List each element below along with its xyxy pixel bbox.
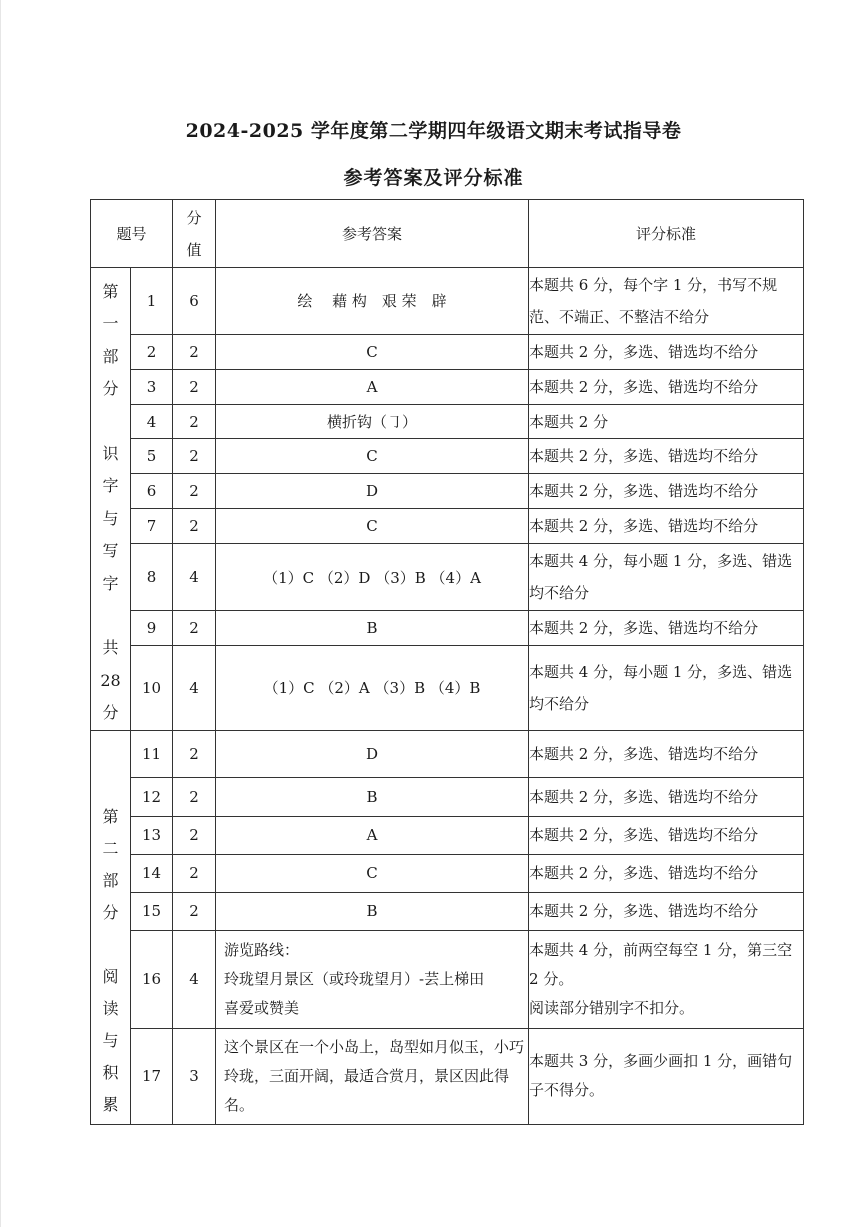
question-answer: B: [216, 777, 529, 816]
question-standard: 本题共 2 分，多选、错选均不给分: [529, 854, 804, 892]
section-char: [91, 600, 130, 632]
question-points: 2: [173, 854, 216, 892]
question-standard: 本题共 2 分，多选、错选均不给分: [529, 611, 804, 646]
section-char: 分: [102, 379, 119, 399]
table-row: [91, 544, 804, 611]
question-number: 12: [131, 777, 173, 816]
table-row: [91, 930, 804, 1028]
question-answer: C: [216, 439, 529, 474]
table-row: [91, 405, 804, 439]
question-number: 11: [131, 730, 173, 777]
section-1-chars: [91, 268, 130, 730]
question-points: 2: [173, 474, 216, 509]
table-row: [91, 646, 804, 731]
section-char: 分: [102, 703, 119, 723]
question-number: 14: [131, 854, 173, 892]
question-points: 2: [173, 405, 216, 439]
question-standard: 本题共 2 分，多选、错选均不给分: [529, 777, 804, 816]
question-points: 2: [173, 777, 216, 816]
question-number: 1: [131, 268, 173, 335]
section-char: 累: [102, 1094, 119, 1114]
table-header-row: [91, 200, 804, 268]
question-answer: 横折钩（㇆）: [216, 405, 529, 439]
table-row: [91, 370, 804, 405]
question-answer: 这个景区在一个小岛上，岛型如月似玉，小巧玲珑，三面开阔，最适合赏月，景区因此得名。: [216, 1028, 529, 1124]
question-answer: A: [216, 370, 529, 405]
section-char: 与: [102, 1030, 119, 1050]
question-answer: B: [216, 892, 529, 930]
header-score-char-1: 分: [186, 208, 202, 227]
table-row: [91, 1028, 804, 1124]
question-standard: 本题共 4 分，每小题 1 分，多选、错选均不给分: [529, 544, 804, 611]
question-answer: D: [216, 730, 529, 777]
section-char: 28: [100, 670, 121, 690]
question-standard: [529, 930, 804, 1028]
section-char: 第: [102, 282, 119, 301]
question-standard: 本题共 2 分，多选、错选均不给分: [529, 892, 804, 930]
question-points: 4: [173, 930, 216, 1028]
question-number: 4: [131, 405, 173, 439]
section-char: 共: [102, 638, 119, 658]
table-row: [91, 268, 804, 335]
header-score-char-2: 值: [186, 240, 202, 259]
document-title: 2024-2025 学年度第二学期四年级语文期末考试指导卷: [185, 120, 682, 142]
question-answer: C: [216, 334, 529, 369]
question-number: 8: [131, 544, 173, 611]
section-2-chars: [91, 731, 130, 1121]
table-row: [91, 334, 804, 369]
section-char: 部: [102, 346, 119, 366]
question-standard: 本题共 4 分，每小题 1 分，多选、错选均不给分: [529, 646, 804, 731]
question-standard: 本题共 2 分，多选、错选均不给分: [529, 730, 804, 777]
question-number: 17: [131, 1028, 173, 1124]
section-char: 积: [102, 1062, 119, 1082]
question-number: 5: [131, 439, 173, 474]
question-answer: C: [216, 509, 529, 544]
question-answer: （1）C （2）A （3）B （4）B: [216, 646, 529, 731]
question-answer: C: [216, 854, 529, 892]
document-subtitle: 参考答案及评分标准: [343, 167, 524, 189]
question-number: 16: [131, 930, 173, 1028]
question-answer: A: [216, 816, 529, 854]
table-row: [91, 892, 804, 930]
question-points: 2: [173, 509, 216, 544]
section-char: [91, 929, 130, 961]
question-number: 3: [131, 370, 173, 405]
answer-line: 玲珑望月景区（或玲珑望月）-芸上梯田: [224, 969, 485, 988]
section-char: 与: [102, 508, 119, 528]
question-standard: 本题共 2 分，多选、错选均不给分: [529, 370, 804, 405]
table-row: [91, 611, 804, 646]
section-char: [91, 406, 130, 438]
section-char: 部: [102, 870, 119, 890]
question-standard: 本题共 2 分，多选、错选均不给分: [529, 334, 804, 369]
section-char: 读: [102, 998, 119, 1018]
question-standard: 本题共 3 分，多画少画扣 1 分，画错句子不得分。: [529, 1028, 804, 1124]
question-number: 15: [131, 892, 173, 930]
table-row: [91, 474, 804, 509]
question-standard: 本题共 2 分，多选、错选均不给分: [529, 439, 804, 474]
question-points: 4: [173, 646, 216, 731]
question-answer: D: [216, 474, 529, 509]
section-char: 写: [102, 541, 119, 561]
section-char: 字: [102, 476, 119, 496]
question-points: 4: [173, 544, 216, 611]
answer-line: 喜爱或赞美: [224, 998, 300, 1017]
question-points: 2: [173, 439, 216, 474]
table-row: [91, 777, 804, 816]
question-answer: [216, 930, 529, 1028]
question-number: 2: [131, 334, 173, 369]
question-number: 7: [131, 509, 173, 544]
question-standard: 本题共 2 分，多选、错选均不给分: [529, 474, 804, 509]
answer-table: [90, 199, 804, 1125]
section-char: 字: [102, 573, 119, 593]
header-standard: 评分标准: [529, 200, 804, 268]
standard-line: 阅读部分错别字不扣分。: [529, 998, 695, 1017]
table-row: [91, 509, 804, 544]
question-points: 2: [173, 730, 216, 777]
question-standard: 本题共 2 分: [529, 405, 804, 439]
question-points: 3: [173, 1028, 216, 1124]
question-answer: B: [216, 611, 529, 646]
question-number: 10: [131, 646, 173, 731]
answer-line: 游览路线：: [224, 940, 300, 959]
question-number: 6: [131, 474, 173, 509]
section-char: 分: [102, 902, 119, 922]
question-points: 6: [173, 268, 216, 335]
question-standard: 本题共 6 分，每个字 1 分，书写不规范、不端正、不整洁不给分: [529, 268, 804, 335]
table-row: [91, 854, 804, 892]
question-answer: （1）C （2）D （3）B （4）A: [216, 544, 529, 611]
section-1-label: [91, 268, 131, 731]
question-number: 13: [131, 816, 173, 854]
question-answer: 绘 藉 构 艰 荣 辟: [216, 268, 529, 335]
question-points: 2: [173, 892, 216, 930]
section-char: 第: [102, 806, 119, 826]
table-row: [91, 439, 804, 474]
standard-line: 本题共 4 分，前两空每空 1 分，第三空 2 分。: [529, 940, 793, 988]
question-points: 2: [173, 334, 216, 369]
section-char: 二: [102, 838, 119, 858]
question-points: 2: [173, 611, 216, 646]
section-char: 阅: [102, 966, 119, 986]
question-standard: 本题共 2 分，多选、错选均不给分: [529, 509, 804, 544]
section-2-label: [91, 730, 131, 1124]
table-row: [91, 816, 804, 854]
header-score: [173, 200, 216, 268]
question-points: 2: [173, 816, 216, 854]
table-row: [91, 730, 804, 777]
header-number: 题号: [91, 200, 173, 268]
section-char: 一: [102, 314, 119, 334]
question-standard: 本题共 2 分，多选、错选均不给分: [529, 816, 804, 854]
section-char: 识: [102, 444, 119, 464]
header-answer: 参考答案: [216, 200, 529, 268]
question-points: 2: [173, 370, 216, 405]
question-number: 9: [131, 611, 173, 646]
